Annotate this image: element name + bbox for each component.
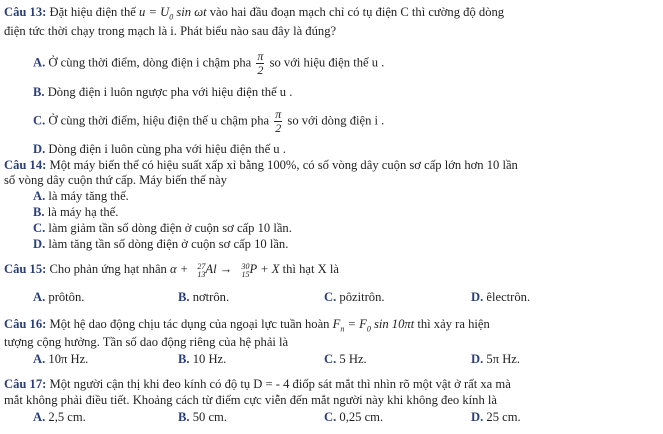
q15-option-c[interactable]: C. pôzitrôn.: [324, 290, 385, 304]
q17-option-c[interactable]: C. 0,25 cm.: [324, 410, 384, 424]
q16-option-d[interactable]: D. 5π Hz.: [471, 352, 521, 366]
q15-option-b[interactable]: B. nơtrôn.: [178, 290, 230, 304]
q16-line2: tượng cộng hưởng. Tần số dao động riêng của hệ phải là: [4, 335, 289, 349]
q17-option-d[interactable]: D. 25 cm.: [471, 410, 521, 424]
q17-option-b[interactable]: B. 50 cm.: [178, 410, 227, 424]
q13-c-fraction: $\frac{\pi}{2}$: [275, 107, 282, 135]
q16-label: Câu 16:: [4, 317, 47, 331]
q15-reaction: α + 27 13 Al → 30 15 P + X: [170, 261, 280, 279]
q14-option-c[interactable]: C. làm giảm tần số dòng điện ở cuộn sơ cấp 10 lần.: [33, 221, 292, 235]
q15-option-d[interactable]: D. êlectrôn.: [471, 290, 531, 304]
q13-line2: điện tức thời chạy trong mạch là i. Phát biểu nào sau đây là đúng?: [4, 24, 337, 38]
q14-option-a[interactable]: A. là máy tăng thế.: [33, 189, 129, 203]
q14-label: Câu 14:: [4, 158, 47, 172]
q17-line1: Câu 17: Một người cận thị khi đeo kính có độ tụ D = - 4 điốp sát mắt thì nhìn rõ một vật ở rất xa mà: [4, 377, 511, 391]
q16-option-c[interactable]: C. 5 Hz.: [324, 352, 367, 366]
q14-line1: Câu 14: Một máy biến thế có hiệu suất xấp xỉ bằng 100%, có số vòng dây cuộn sơ cấp lớn hơn 10 lần: [4, 158, 518, 172]
q13-label: Câu 13:: [4, 5, 47, 19]
q17-line2: mắt không phải điều tiết. Khoảng cách từ điểm cực viễn đến mắt người này khi không đeo kính là: [4, 393, 497, 407]
q14-option-d[interactable]: D. làm tăng tần số dòng điện ở cuộn sơ cấp 10 lần.: [33, 237, 289, 251]
q16-option-b[interactable]: B. 10 Hz.: [178, 352, 227, 366]
q16-option-a[interactable]: A. 10π Hz.: [33, 352, 89, 366]
q17-option-a[interactable]: A. 2,5 cm.: [33, 410, 86, 424]
q17-label: Câu 17:: [4, 377, 47, 391]
q13-option-d[interactable]: D. Dòng điện i luôn cùng pha với hiệu điện thế u .: [33, 142, 286, 156]
q16-line1: Câu 16: Một hệ dao động chịu tác dụng của ngoại lực tuần hoàn $F_n = F_0$ sin 10πt thì xảy ra hiện: [4, 317, 490, 334]
q13-line1: Câu 13: Đặt hiệu điện thế $u = U_0$ sin ωt vào hai đầu đoạn mạch chỉ có tụ điện C thì cường độ dòng: [4, 5, 505, 22]
q14-option-b[interactable]: B. là máy hạ thế.: [33, 205, 119, 219]
q15-label: Câu 15:: [4, 262, 47, 276]
q13-formula: $u = U_0$ sin ωt: [139, 5, 207, 22]
q15-line1: Câu 15: Cho phản ứng hạt nhân α + 27 13 Al → 30 15 P + X thì hạt X là: [4, 261, 339, 279]
arrow-icon: →: [219, 262, 233, 276]
q13-a-fraction: $\frac{\pi}{2}$: [257, 49, 264, 77]
q15-option-a[interactable]: A. prôtôn.: [33, 290, 85, 304]
q13-option-a[interactable]: A. Ở cùng thời điểm, dòng điện i chậm pha $\frac{\pi}{2}$ so với hiệu điện thế u .: [33, 49, 385, 77]
q13-option-b[interactable]: B. Dòng điện i luôn ngược pha với hiệu điện thế u .: [33, 85, 293, 99]
q16-formula: $F_n = F_0$ sin 10πt: [332, 317, 415, 334]
q13-option-c[interactable]: C. Ở cùng thời điểm, hiệu điện thế u chậm pha $\frac{\pi}{2}$ so với dòng điện i .: [33, 107, 385, 135]
q14-line2: số vòng dây cuộn thứ cấp. Máy biến thế này: [4, 173, 227, 187]
